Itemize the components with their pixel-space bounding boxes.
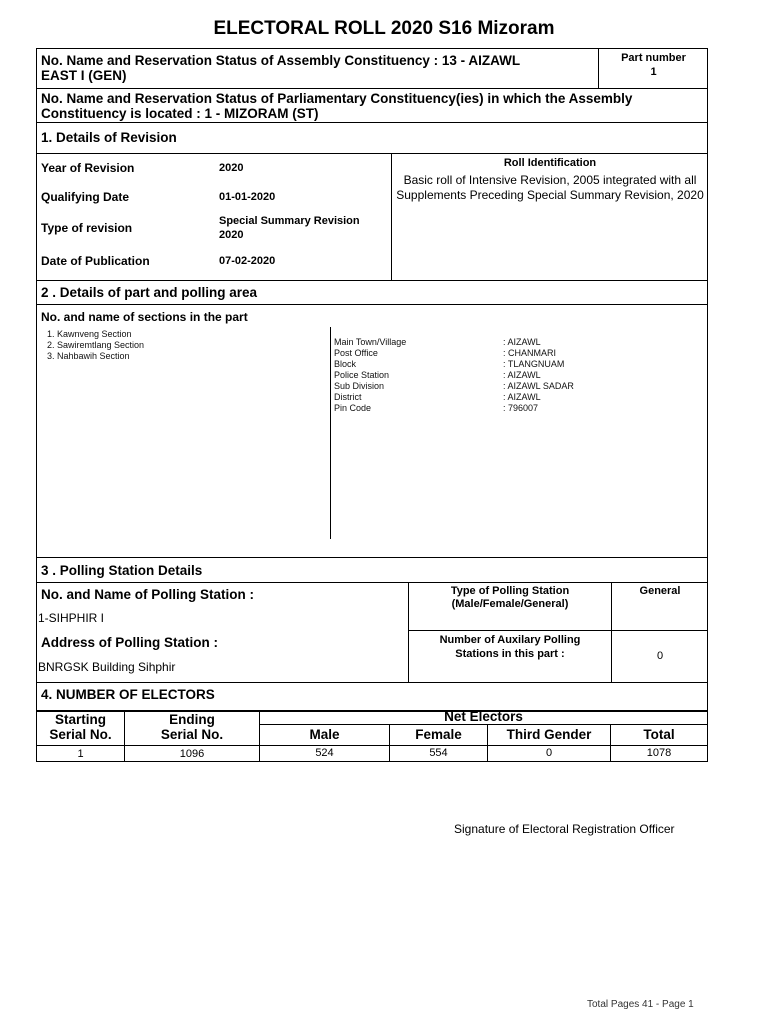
auxiliary-stations-label	[409, 633, 611, 661]
polling-station-type-label	[409, 585, 611, 611]
type-label-line-2: (Male/Female/General)	[451, 598, 569, 610]
net-electors-header: Net Electors	[444, 709, 523, 724]
post-office-value: : CHANMARI	[503, 348, 557, 358]
area-detail-labels	[334, 337, 406, 414]
publication-date-value: 07-02-2020	[219, 255, 276, 267]
electors-heading: 4. NUMBER OF ELECTORS	[41, 687, 215, 702]
district-value: : AIZAWL	[503, 392, 541, 402]
type-of-revision-value	[219, 214, 360, 242]
starting-serial-header-line-1: Starting	[54, 712, 106, 727]
block-label: Block	[334, 359, 357, 369]
assembly-constituency	[41, 53, 591, 83]
sections-heading: No. and name of sections in the part	[41, 310, 248, 324]
assembly-line-2: EAST I (GEN)	[41, 68, 127, 83]
total-header: Total	[643, 727, 675, 742]
aux-label-line-1: Number of Auxilary Polling	[439, 634, 581, 646]
part-number-value: 1	[650, 66, 657, 78]
sub-division-value: : AIZAWL SADAR	[503, 381, 574, 391]
sub-division-label: Sub Division	[334, 381, 385, 391]
roll-identification-text: Basic roll of Intensive Revision, 2005 integrated with all Supplements Preceding Special Summary Revision, 2020	[396, 173, 704, 202]
assembly-line-1: No. Name and Reservation Status of Assembly Constituency : 13 - AIZAWL	[41, 53, 521, 68]
police-station-value: : AIZAWL	[503, 370, 541, 380]
year-of-revision-value: 2020	[219, 162, 244, 174]
year-of-revision-label: Year of Revision	[41, 161, 135, 175]
ending-serial-header	[125, 712, 259, 742]
signature-label: Signature of Electoral Registration Officer	[454, 822, 675, 836]
qualifying-date-value: 01-01-2020	[219, 191, 276, 203]
type-of-revision-label: Type of revision	[41, 221, 133, 235]
male-value: 524	[315, 747, 334, 759]
polling-station-no-name-value: 1-SIHPHIR I	[38, 611, 105, 625]
ending-serial-header-line-1: Ending	[169, 712, 215, 727]
part-area-heading: 2 . Details of part and polling area	[41, 285, 258, 300]
starting-serial-header	[37, 712, 124, 742]
polling-station-address-value: BNRGSK Building Sihphir	[38, 660, 176, 674]
list-item: 1. Kawnveng Section	[47, 329, 132, 339]
parliamentary-constituency	[41, 91, 706, 121]
roll-identification-heading: Roll Identification	[503, 157, 597, 169]
polling-heading: 3 . Polling Station Details	[41, 563, 203, 578]
post-office-label: Post Office	[334, 348, 378, 358]
part-number-cell	[599, 51, 708, 79]
main-town-value: : AIZAWL	[503, 337, 541, 347]
third-gender-value: 0	[545, 747, 553, 759]
block-value: : TLANGNUAM	[503, 359, 565, 369]
female-value: 554	[429, 747, 448, 759]
main-town-label: Main Town/Village	[334, 337, 407, 347]
page-footer: Total Pages 41 - Page 1	[587, 999, 694, 1010]
type-label-line-1: Type of Polling Station	[450, 585, 570, 597]
list-item: 2. Sawiremtlang Section	[47, 340, 145, 350]
starting-serial-value: 1	[77, 748, 84, 760]
male-header: Male	[309, 727, 340, 742]
area-detail-values	[503, 337, 574, 414]
total-value: 1078	[646, 747, 672, 759]
aux-label-line-2: Stations in this part :	[455, 648, 565, 660]
page-title: ELECTORAL ROLL 2020 S16 Mizoram	[213, 18, 555, 39]
polling-station-no-name-label: No. and Name of Polling Station :	[41, 587, 255, 602]
police-station-label: Police Station	[334, 370, 390, 380]
type-of-revision-value-line-2: 2020	[219, 229, 244, 241]
type-of-revision-value-line-1: Special Summary Revision	[219, 215, 360, 227]
parliamentary-line-2: Constituency is located : 1 - MIZORAM (ST)	[41, 106, 319, 121]
district-label: District	[334, 392, 362, 402]
female-header: Female	[415, 727, 462, 742]
parliamentary-line-1: No. Name and Reservation Status of Parliamentary Constituency(ies) in which the Assembly	[41, 91, 633, 106]
ending-serial-value: 1096	[179, 748, 205, 760]
polling-station-type-value: General	[639, 585, 681, 597]
pin-code-value: : 796007	[503, 403, 539, 413]
sections-list	[47, 329, 144, 362]
polling-station-address-label: Address of Polling Station :	[41, 635, 219, 650]
part-number-label: Part number	[621, 52, 686, 64]
list-item: 3. Nahbawih Section	[47, 351, 130, 361]
revision-heading: 1. Details of Revision	[41, 130, 177, 145]
third-gender-header: Third Gender	[506, 727, 592, 742]
pin-code-label: Pin Code	[334, 403, 372, 413]
starting-serial-header-line-2: Serial No.	[49, 727, 112, 742]
auxiliary-stations-value: 0	[656, 650, 664, 662]
publication-date-label: Date of Publication	[41, 254, 150, 268]
ending-serial-header-line-2: Serial No.	[160, 727, 224, 742]
qualifying-date-label: Qualifying Date	[41, 190, 130, 204]
